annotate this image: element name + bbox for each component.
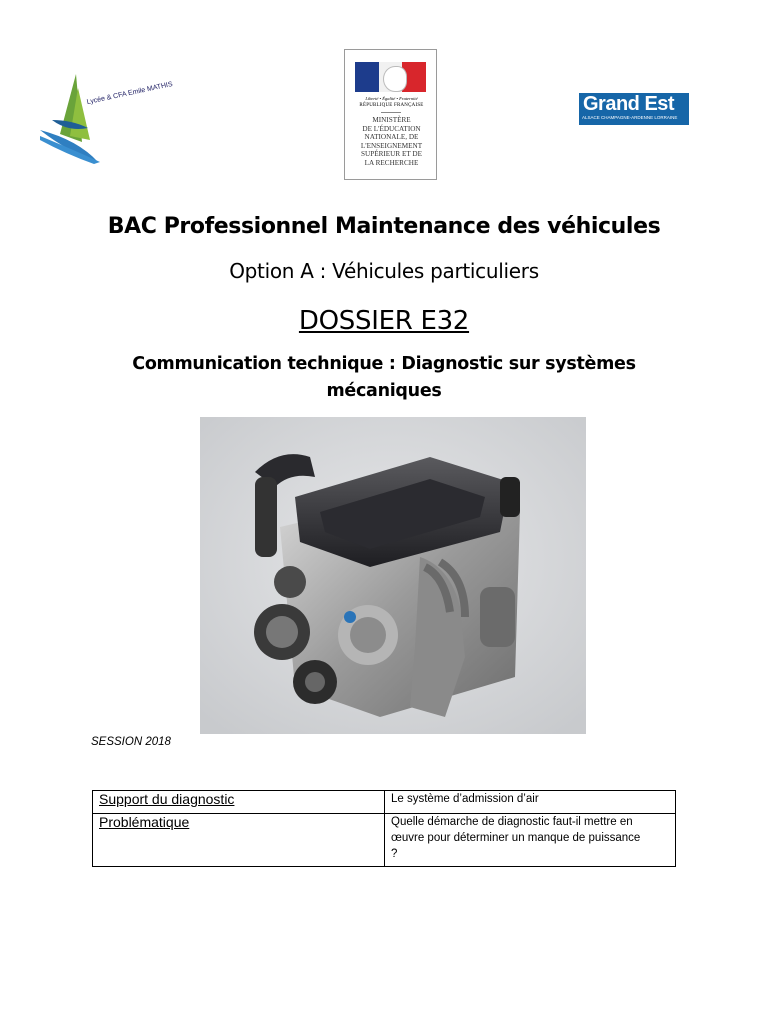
- row-label: Support du diagnostic: [93, 791, 385, 814]
- exam-title: BAC Professionnel Maintenance des véhicules: [107, 214, 661, 239]
- engine-photo: [200, 417, 586, 734]
- dossier-title: DOSSIER E32: [298, 306, 470, 336]
- engine-image: [200, 417, 586, 734]
- row-value: Le système d’admission d’air: [385, 791, 676, 814]
- sail-icon: [38, 70, 148, 165]
- table-row: [93, 814, 676, 867]
- republic-motto: Liberté • Égalité • Fraternité: [365, 96, 418, 101]
- subject-title: [0, 351, 768, 405]
- grand-est-wordmark: Grand Est: [583, 93, 675, 115]
- subject-text: Communication technique : Diagnostic sur systèmes mécaniques: [132, 354, 636, 401]
- republic-name: RÉPUBLIQUE FRANÇAISE: [359, 103, 424, 108]
- table-row: [93, 791, 676, 814]
- grand-est-subtitle: ALSACE CHAMPAGNE-ARDENNE LORRAINE: [582, 115, 678, 120]
- row-value: [385, 814, 676, 867]
- lycee-logo: [38, 70, 174, 165]
- lycee-name: Lycée & CFA Emile MATHIS: [86, 80, 174, 107]
- ministere-logo: [344, 49, 437, 180]
- diagnostic-table: [92, 790, 676, 867]
- ministry-name: MINISTÈRE DE L'ÉDUCATION NATIONALE, DE L'ENSEIGNEMENT SUPÉRIEUR ET DE LA RECHERCHE: [360, 116, 423, 167]
- french-flag-icon: [355, 62, 426, 92]
- session-label: SESSION 2018: [91, 736, 171, 748]
- exam-option: Option A : Véhicules particuliers: [229, 259, 539, 283]
- row-value-text: Quelle démarche de diagnostic faut-il mettre en œuvre pour déterminer un manque de puissance ?: [391, 816, 641, 860]
- grand-est-logo: [579, 93, 689, 125]
- row-label: Problématique: [93, 814, 385, 867]
